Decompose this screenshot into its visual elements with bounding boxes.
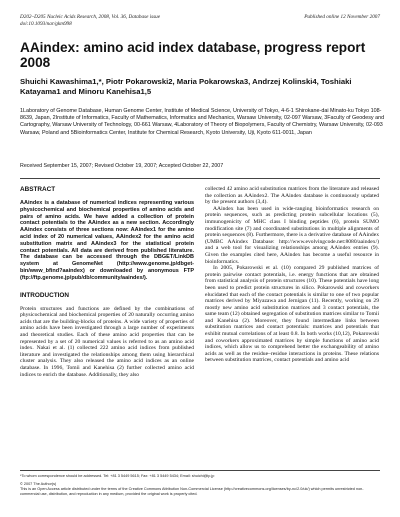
body-paragraph: AAindex has been used in wide-ranging bioinformatics research on protein sequences, such as predicting protein subcellular locations (5), immunogenicity of MHC class I binding peptides (6), protein SUMO modification site (7) and coordinated substitutions in multiple alignments of protein sequences (8). Furthermore, there is a derivative database of AAindex (UMBC AAindex Database: http://www.evolvingcode.net:8080/aaindex/) and a web tool for visualizing relationships among AAindex entries (9). Given the examples cited here, AAindex has become a useful resource in bioinformatics. — [205, 205, 379, 265]
journal-header — [20, 14, 380, 27]
paper-title: AAindex: amino acid index database, progress report 2008 — [20, 40, 366, 70]
journal-citation: D202–D205 Nucleic Acids Research, 2008, Vol. 36, Database issue — [20, 14, 161, 20]
correspondence-note: *To whom correspondence should be addressed. Tel: +81 3 5449 5615; Fax: +81 3 5449 5434; Email: shuichi@ip.jp — [20, 474, 215, 478]
left-column — [20, 186, 194, 378]
license-notice: This is an Open Access article distributed under the terms of the Creative Commons Attribution Non-Commercial License (http://creativecommons.org/licenses/by-nc/2.0/uk/) which permits unrestricted non-commercial use, distribution, and reproduction in any medium, provided the original work is properly cited. — [20, 487, 364, 496]
footnote-divider — [20, 470, 380, 471]
received-dates: Received September 15, 2007; Revised October 19, 2007; Accepted October 22, 2007 — [20, 163, 224, 169]
author-list: Shuichi Kawashima1,*, Piotr Pokarowski2, Maria Pokarowska3, Andrzej Kolinski4, Toshiaki Katayama1 and Minoru Kanehisa1,5 — [20, 77, 352, 96]
doi: doi:10.1093/nar/gkm998 — [20, 20, 72, 27]
copyright-notice: © 2007 The Author(s) — [20, 482, 57, 486]
introduction-paragraph: Protein structures and functions are defined by the combinations of physicochemical and biochemical properties of 20 naturally occurring amino acids that are the building-blocks of proteins. A wide variety of properties of amino acids have been investigated through a large number of experiments and theoretical studies. Each of these amino acid properties that can be represented by a set of 20 numerical values is referred to as an amino acid index. Nakai et al. (1) collected 222 amino acid indices from published literature and investigated the relationships among them using hierarchical cluster analysis. They also released the amino acid indices as an online database. In 1996, Tomii and Kanehisa (2) further collected amino acid indices to enrich the database. Additionally, they also — [20, 305, 194, 378]
publication-date: Published online 12 November 2007 — [304, 14, 380, 20]
body-paragraph: In 2005, Pokarowski et al. (10) compared 29 published matrices of protein pairwise contact potentials, i.e. energy functions that are obtained from statistical analysis of protein structures (10). These potentials have long been used to predict protein structures in silico. Pokarowski and coworkers elucidated that each of the contact potentials is similar to one of two popular matrices derived by Miyazawa and Jernigan (11). Recently, working on 29 mostly new amino acid substitution matrices and 3 contact potentials, the same team (12) obtained segregation of substitution matrices similar to Tomii and Kanehisa (2). Moreover, they found intermediate links between substitution matrices and contact potentials: matrices and potentials that exhibit mutual correlations of at least 0.8. In both works (10,12), Pokarowski and coworkers approximated matrices by simple functions of amino acid indices, which allow us to comprehend better the exchangeability of amino acids as well as the residue–residue interactions in proteins. These relations between substitution matrices, contact potentials and amino acid — [205, 265, 379, 364]
footnotes — [20, 474, 380, 497]
affiliations: 1Laboratory of Genome Database, Human Genome Center, Institute of Medical Science, University of Tokyo, 4-6-1 Shirokane-dai Minato-ku Tokyo 108-8639, Japan, 2Institute of Informatics, Faculty of Mathematics, Informatics and Mechanics, Warsaw University, 02-097 Warsaw, 3Faculty of Geodesy and Cartography, Warsaw University of Technology, 00-661 Warsaw, 4Laboratory of Theory of Biopolymers, Faculty of Chemistry, Warsaw University, 02-093 Warsaw, Poland and 5Bioinformatics Center, Institute for Chemical Research, Kyoto University, Uji, Kyoto 611-0011, Japan — [20, 108, 385, 136]
header-divider — [20, 178, 380, 179]
abstract-text: AAindex is a database of numerical indices representing various physicochemical and biochemical properties of amino acids and pairs of amino acids. We have added a collection of protein contact potentials to the AAindex as a new section. Accordingly AAindex consists of three sections now: AAindex1 for the amino acid index of 20 numerical values, AAindex2 for the amino acid substitution matrix and AAindex3 for the statistical protein contact potentials. All data are derived from published literature. The database can be accessed through the DBGET/LinkDB system at GenomeNet (http://www.genome.jp/dbget-bin/www_bfind?aaindex) or downloaded by anonymous FTP (ftp://ftp.genome.jp/pub/db/community/aaindex/). — [20, 200, 194, 281]
right-column — [205, 186, 379, 364]
introduction-heading: INTRODUCTION — [20, 291, 69, 299]
abstract-heading: ABSTRACT — [20, 186, 56, 193]
body-paragraph: collected 42 amino acid substitution matrices from the literature and released the collection as AAindex2. The AAindex database is continuously updated by the present authors (3,4). — [205, 186, 379, 206]
